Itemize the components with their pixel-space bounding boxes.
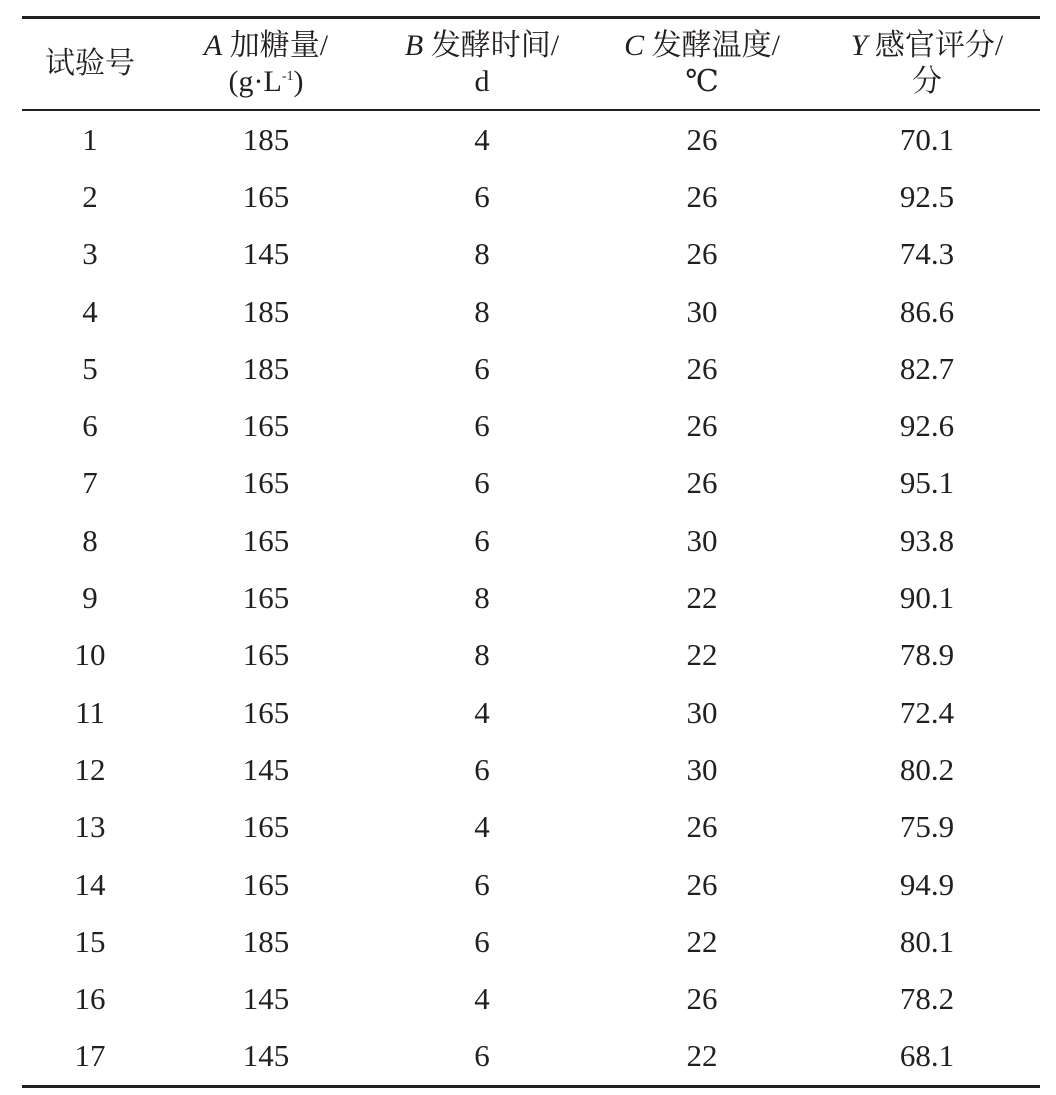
sensory-score-cell: 75.9 [899,809,955,845]
sensory-score-cell: 80.1 [899,923,955,959]
header-fermentation-temperature-var: C [624,29,645,62]
sensory-score-cell: 78.9 [899,637,955,673]
sugar-amount-cell: 145 [242,751,290,787]
header-sugar-amount-line1 [158,28,374,64]
fermentation-time-cell: 4 [474,694,490,730]
table-row [22,110,1040,168]
fermentation-temperature-cell: 26 [686,121,718,157]
header-sugar-amount-label: 加糖量/ [229,29,329,62]
fermentation-time-cell: 6 [474,350,490,386]
sugar-amount-cell: 145 [158,1028,374,1087]
experiment-results-table [22,16,1040,1088]
fermentation-temperature-cell: 26 [686,866,718,902]
fermentation-time-cell: 4 [474,809,490,845]
header-sensory-score-var: Y [850,29,868,62]
sugar-amount-cell: 165 [242,465,290,501]
sugar-amount-cell: 145 [242,981,290,1017]
header-fermentation-temperature [590,18,814,111]
sugar-amount-cell: 165 [242,866,290,902]
header-trial-number [22,18,158,111]
data-table-container [22,16,1040,1088]
fermentation-time-cell: 6 [474,522,490,558]
header-fermentation-time-var: B [404,29,424,62]
fermentation-time-cell: 6 [374,1028,590,1087]
sensory-score-cell: 70.1 [899,121,955,157]
trial-number-cell: 5 [82,350,98,386]
sensory-score-cell: 86.6 [899,293,955,329]
sugar-amount-cell: 165 [242,637,290,673]
header-sensory-score-line1 [814,28,1040,64]
trial-number-cell: 3 [82,236,98,272]
fermentation-temperature-cell: 26 [686,178,718,214]
fermentation-temperature-cell: 30 [686,522,718,558]
trial-number-cell: 2 [82,178,98,214]
sensory-score-cell: 94.9 [899,866,955,902]
header-sugar-amount-unit-end: ) [293,65,304,98]
header-sugar-amount-var: A [203,29,223,62]
fermentation-temperature-cell: 22 [686,580,718,616]
sensory-score-cell: 78.2 [899,981,955,1017]
header-sugar-amount-unit [158,64,374,100]
table-row [22,168,1040,225]
header-fermentation-time-line1 [374,28,590,64]
fermentation-temperature-cell: 30 [686,694,718,730]
trial-number-cell: 9 [82,580,98,616]
table-row [22,684,1040,741]
table-row [22,1028,1040,1087]
fermentation-time-cell: 8 [474,236,490,272]
sugar-amount-cell: 185 [242,350,290,386]
header-sensory-score-unit: 分 [912,65,942,98]
fermentation-temperature-cell: 26 [686,465,718,501]
sugar-amount-cell: 165 [242,809,290,845]
sugar-amount-cell: 165 [242,580,290,616]
trial-number-cell: 14 [74,866,106,902]
header-trial-number-label: 试验号 [45,47,135,80]
table-row [22,455,1040,512]
sensory-score-cell: 80.2 [899,751,955,787]
table-row [22,340,1040,397]
header-fermentation-temperature-line1 [590,28,814,64]
header-fermentation-time-label: 发酵时间/ [430,29,560,62]
table-row [22,799,1040,856]
table-row [22,913,1040,970]
header-fermentation-temperature-label: 发酵温度/ [651,29,780,62]
sensory-score-cell: 82.7 [899,350,955,386]
fermentation-temperature-cell: 22 [590,1028,814,1087]
trial-number-cell: 1 [82,121,98,157]
sugar-amount-cell: 145 [242,236,290,272]
table-header-row [22,18,1040,111]
table-row [22,741,1040,798]
fermentation-temperature-cell: 30 [686,293,718,329]
fermentation-temperature-cell: 26 [686,236,718,272]
fermentation-temperature-cell: 26 [686,350,718,386]
trial-number-cell: 17 [22,1028,158,1087]
table-row [22,512,1040,569]
sensory-score-cell: 68.1 [814,1028,1040,1087]
sensory-score-cell: 93.8 [899,522,955,558]
table-row [22,856,1040,913]
sensory-score-cell: 92.5 [899,178,955,214]
trial-number-cell: 4 [82,293,98,329]
fermentation-time-cell: 6 [474,923,490,959]
table-row [22,397,1040,454]
trial-number-cell: 7 [82,465,98,501]
header-fermentation-time-unit: d [474,65,490,98]
fermentation-temperature-cell: 26 [686,809,718,845]
fermentation-time-cell: 6 [474,751,490,787]
header-sugar-amount [158,18,374,111]
fermentation-temperature-cell: 26 [686,981,718,1017]
fermentation-time-cell: 6 [474,178,490,214]
fermentation-time-cell: 4 [474,981,490,1017]
header-sensory-score [814,18,1040,111]
fermentation-time-cell: 8 [474,637,490,673]
fermentation-time-cell: 8 [474,293,490,329]
table-row [22,627,1040,684]
fermentation-time-cell: 6 [474,408,490,444]
trial-number-cell: 16 [74,981,106,1017]
trial-number-cell: 10 [74,637,106,673]
sugar-amount-cell: 165 [242,522,290,558]
table-row [22,970,1040,1027]
fermentation-time-cell: 4 [474,121,490,157]
header-fermentation-time [374,18,590,111]
table-row [22,226,1040,283]
sugar-amount-cell: 185 [242,121,290,157]
sensory-score-cell: 72.4 [899,694,955,730]
fermentation-temperature-cell: 22 [686,637,718,673]
header-sugar-amount-unit-sup: -1 [281,69,294,84]
header-sugar-amount-unit-main: (g·L [228,65,282,98]
sugar-amount-cell: 185 [242,923,290,959]
sugar-amount-cell: 165 [242,694,290,730]
sensory-score-cell: 74.3 [899,236,955,272]
header-fermentation-temperature-unit: ℃ [685,65,719,98]
table-row [22,283,1040,340]
sensory-score-cell: 92.6 [899,408,955,444]
sensory-score-cell: 95.1 [899,465,955,501]
trial-number-cell: 13 [74,809,106,845]
trial-number-cell: 15 [74,923,106,959]
sugar-amount-cell: 185 [242,293,290,329]
trial-number-cell: 11 [75,694,105,730]
fermentation-temperature-cell: 30 [686,751,718,787]
trial-number-cell: 6 [82,408,98,444]
fermentation-temperature-cell: 22 [686,923,718,959]
fermentation-temperature-cell: 26 [686,408,718,444]
sensory-score-cell: 90.1 [899,580,955,616]
fermentation-time-cell: 6 [474,866,490,902]
fermentation-time-cell: 6 [474,465,490,501]
sugar-amount-cell: 165 [242,408,290,444]
trial-number-cell: 8 [82,522,98,558]
sugar-amount-cell: 165 [242,178,290,214]
trial-number-cell: 12 [74,751,106,787]
table-body [22,110,1040,1087]
table-row [22,569,1040,626]
header-sensory-score-label: 感官评分/ [874,29,1004,62]
fermentation-time-cell: 8 [474,580,490,616]
